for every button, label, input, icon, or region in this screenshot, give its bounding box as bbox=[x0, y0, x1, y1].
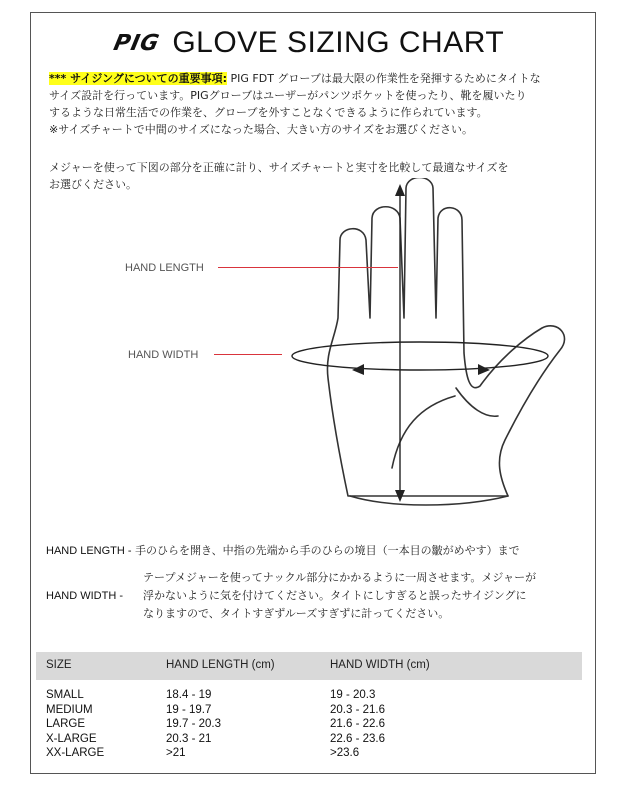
length-cell: 19.7 - 20.3 bbox=[166, 718, 221, 730]
hand-diagram bbox=[280, 178, 580, 523]
length-cell: 20.3 - 21 bbox=[166, 732, 212, 745]
width-line-1: テープメジャーを使ってナックル部分にかかるように一周させます。メジャーが bbox=[143, 571, 537, 584]
size-cell: SMALL bbox=[46, 689, 84, 701]
hand-width-column bbox=[330, 688, 385, 761]
width-arrow-left bbox=[352, 364, 364, 375]
width-cell: >23.6 bbox=[330, 747, 360, 759]
header-hand-length: HAND LENGTH (cm) bbox=[166, 659, 275, 671]
width-cell: 21.6 - 22.6 bbox=[330, 718, 385, 730]
page-title: GLOVE SIZING CHART bbox=[172, 26, 505, 59]
wrist-line bbox=[350, 496, 508, 505]
hand-width-definition bbox=[143, 569, 583, 623]
width-line-2: 浮かないように気を付けてください。タイトにしすぎると誤ったサイジングに bbox=[143, 589, 527, 602]
hand-width-label: HAND WIDTH bbox=[128, 349, 199, 361]
size-cell: MEDIUM bbox=[46, 703, 93, 716]
header-hand-width: HAND WIDTH (cm) bbox=[330, 659, 430, 671]
hand-length-definition bbox=[46, 542, 586, 560]
width-ellipse bbox=[292, 342, 548, 370]
size-cell: X-LARGE bbox=[46, 732, 97, 745]
size-cell: XX-LARGE bbox=[46, 747, 105, 759]
notice-line-1 bbox=[49, 70, 579, 87]
hand-width-key: HAND WIDTH - bbox=[46, 590, 123, 602]
notice-highlight: *** サイジングについての重要事項: bbox=[49, 72, 227, 85]
header bbox=[0, 26, 618, 66]
palm-crease bbox=[392, 396, 455, 468]
length-key: HAND LENGTH - bbox=[46, 545, 132, 557]
width-cell: 20.3 - 21.6 bbox=[330, 703, 385, 716]
instructions-line-2: お選びください。 bbox=[49, 178, 137, 191]
length-text: 手のひらを開き、中指の先端から手のひらの境目（一本目の皺がめやす）まで bbox=[135, 544, 520, 557]
pig-logo: PIG bbox=[111, 30, 162, 56]
notice-line-3: するような日常生活での作業を、グローブを外すことなくできるように作られています。 bbox=[49, 106, 488, 119]
notice-line-1-text: PIG FDT グローブは最大限の作業性を発揮するためにタイトな bbox=[227, 72, 541, 85]
sizing-notice bbox=[49, 70, 579, 138]
width-cell: 22.6 - 23.6 bbox=[330, 732, 385, 745]
hand-length-pointer bbox=[218, 267, 398, 268]
size-table-header bbox=[36, 652, 582, 680]
thumb-crease bbox=[456, 388, 498, 416]
length-cell: 19 - 19.7 bbox=[166, 703, 212, 716]
notice-line-4: ※サイズチャートで中間のサイズになった場合、大きい方のサイズをお選びください。 bbox=[49, 123, 474, 136]
hand-length-label: HAND LENGTH bbox=[125, 262, 204, 274]
size-cell: LARGE bbox=[46, 718, 85, 730]
length-cell: >21 bbox=[166, 747, 186, 759]
instructions-line-1: メジャーを使って下図の部分を正確に計り、サイズチャートと実寸を比較して最適なサイズを bbox=[49, 161, 509, 174]
width-arrow-right bbox=[478, 364, 490, 375]
hand-length-column bbox=[166, 688, 221, 761]
notice-line-2: サイズ設計を行っています。PIGグローブはユーザーがパンツポケットを使ったり、靴を履いたり bbox=[49, 89, 527, 102]
length-cell: 18.4 - 19 bbox=[166, 689, 212, 701]
header-size: SIZE bbox=[46, 659, 72, 671]
hand-width-pointer bbox=[214, 354, 282, 355]
width-cell: 19 - 20.3 bbox=[330, 689, 376, 701]
hand-outline bbox=[327, 178, 564, 496]
length-arrow-top bbox=[395, 184, 405, 196]
width-line-3: なりますので、タイトすぎずルーズすぎずに計ってください。 bbox=[143, 607, 450, 620]
size-column bbox=[46, 688, 104, 761]
